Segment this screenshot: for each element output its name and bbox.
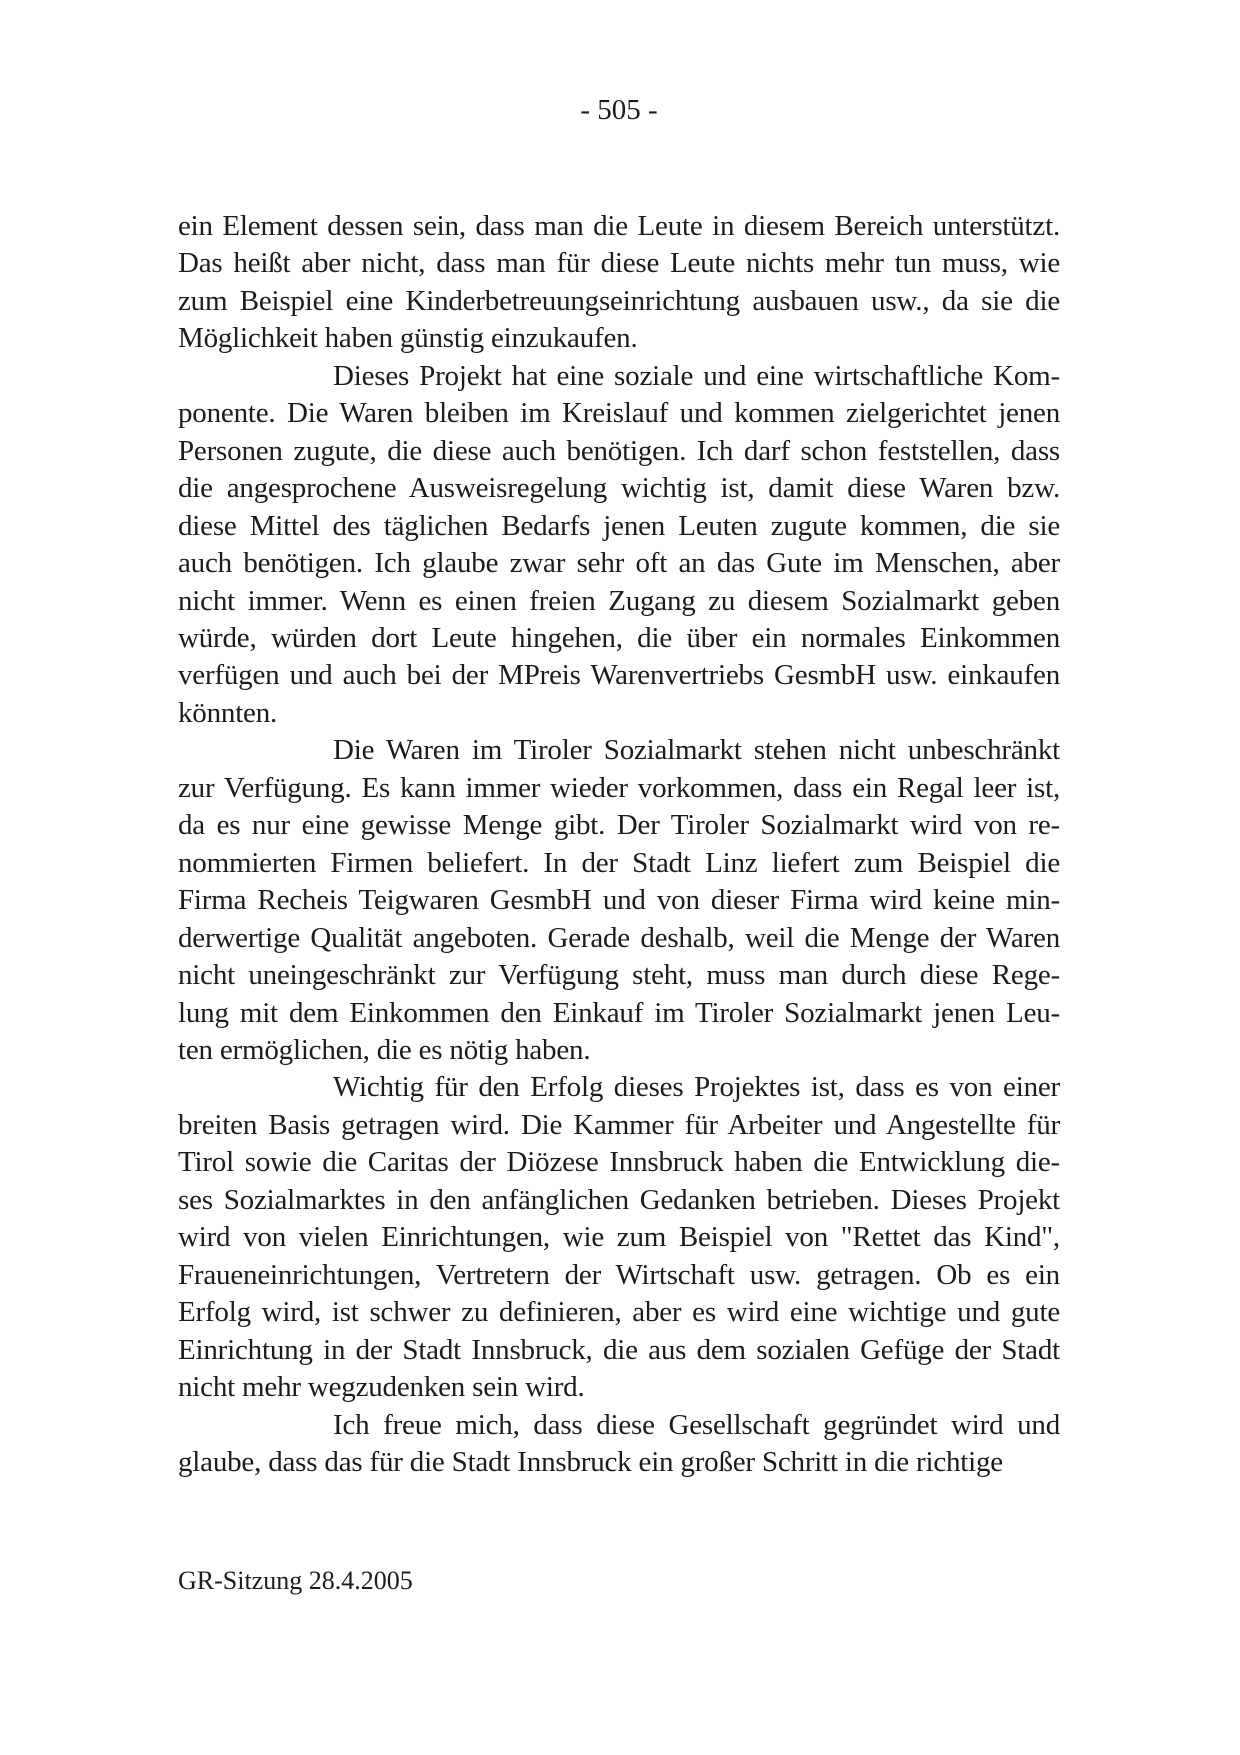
text-line: ein Element dessen sein, dass man die Leute in diesem Bereich unterstützt. xyxy=(178,210,1060,242)
text-line: Die Waren im Tiroler Sozialmarkt stehen nicht unbeschränkt xyxy=(333,734,1060,767)
text-line: derwertige Qualität angeboten. Gerade deshalb, weil die Menge der Waren xyxy=(178,921,1060,954)
text-line: Firma Recheis Teigwaren GesmbH und von dieser Firma wird keine min- xyxy=(178,884,1060,917)
text-line: auch benötigen. Ich glaube zwar sehr oft an das Gute im Menschen, aber xyxy=(178,547,1060,580)
page-number: - 505 - xyxy=(580,94,658,126)
text-line: breiten Basis getragen wird. Die Kammer für Arbeiter und Angestellte für xyxy=(178,1108,1060,1141)
text-line: ses Sozialmarktes in den anfänglichen Gedanken betrieben. Dieses Projekt xyxy=(178,1183,1060,1216)
text-line: Dieses Projekt hat eine soziale und eine wirtschaftliche Kom- xyxy=(333,359,1060,392)
text-line: verfügen und auch bei der MPreis Warenvertriebs GesmbH usw. einkaufen xyxy=(178,659,1060,692)
text-line: glaube, dass das für die Stadt Innsbruck ein großer Schritt in die richtige xyxy=(178,1445,1003,1478)
text-line: lung mit dem Einkommen den Einkauf im Tiroler Sozialmarkt jenen Leu- xyxy=(178,996,1060,1029)
text-line: diese Mittel des täglichen Bedarfs jenen Leuten zugute kommen, die sie xyxy=(178,509,1060,542)
page-footer: GR-Sitzung 28.4.2005 xyxy=(178,1566,413,1595)
text-line: Personen zugute, die diese auch benötigen. Ich darf schon feststellen, dass xyxy=(178,434,1060,467)
text-line: Das heißt aber nicht, dass man für diese Leute nichts mehr tun muss, wie xyxy=(178,247,1060,280)
text-line: ponente. Die Waren bleiben im Kreislauf und kommen zielgerichtet jenen xyxy=(178,397,1060,430)
text-line: da es nur eine gewisse Menge gibt. Der Tiroler Sozialmarkt wird von re- xyxy=(178,809,1060,842)
text-line: würde, würden dort Leute hingehen, die über ein normales Einkommen xyxy=(178,621,1060,654)
text-line: Ich freue mich, dass diese Gesellschaft gegründet wird und xyxy=(333,1408,1060,1441)
text-line: wird von vielen Einrichtungen, wie zum Beispiel von "Rettet das Kind", xyxy=(178,1221,1060,1254)
text-line: zur Verfügung. Es kann immer wieder vorkommen, dass ein Regal leer ist, xyxy=(178,771,1060,804)
text-line: ten ermöglichen, die es nötig haben. xyxy=(178,1033,591,1066)
text-line: nicht immer. Wenn es einen freien Zugang zu diesem Sozialmarkt geben xyxy=(178,584,1060,617)
text-line: nommierten Firmen beliefert. In der Stadt Linz liefert zum Beispiel die xyxy=(178,846,1060,879)
text-line: nicht mehr wegzudenken sein wird. xyxy=(178,1371,585,1404)
text-line: zum Beispiel eine Kinderbetreuungseinrichtung ausbauen usw., da sie die xyxy=(178,284,1060,317)
text-line: nicht uneingeschränkt zur Verfügung steht, muss man durch diese Rege- xyxy=(178,959,1060,992)
text-line: Erfolg wird, ist schwer zu definieren, aber es wird eine wichtige und gute xyxy=(178,1296,1060,1329)
text-line: Wichtig für den Erfolg dieses Projektes ist, dass es von einer xyxy=(333,1071,1060,1104)
text-line: Möglichkeit haben günstig einzukaufen. xyxy=(178,322,638,355)
text-line: Einrichtung in der Stadt Innsbruck, die aus dem sozialen Gefüge der Stadt xyxy=(178,1333,1060,1366)
text-line: könnten. xyxy=(178,696,278,729)
text-line: Tirol sowie die Caritas der Diözese Innsbruck haben die Entwicklung die- xyxy=(178,1146,1060,1179)
document-body xyxy=(178,208,1060,1481)
text-line: Fraueneinrichtungen, Vertretern der Wirtschaft usw. getragen. Ob es ein xyxy=(178,1258,1060,1291)
text-line: die angesprochene Ausweisregelung wichtig ist, damit diese Waren bzw. xyxy=(178,472,1060,505)
